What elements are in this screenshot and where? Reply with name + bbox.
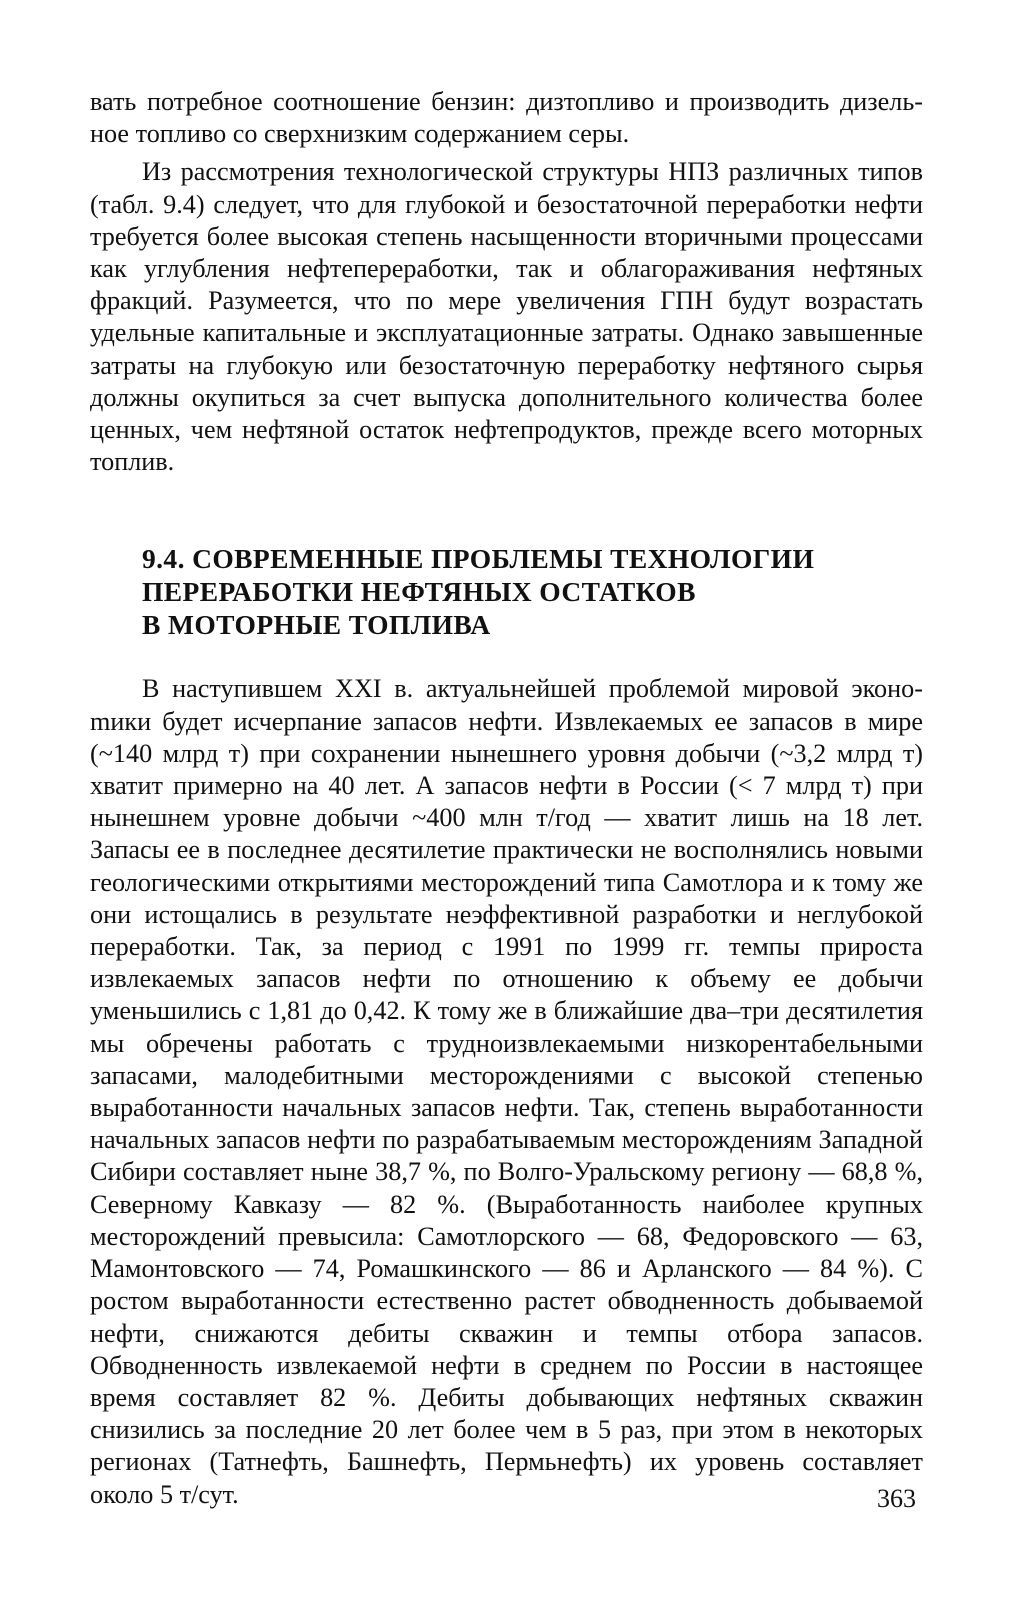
paragraph-oil-reserves: В наступившем XXI в. актуальнейшей проблемой мировой эконоmики будет исчерпание запасов нефти. Извлекаемых ее запасов в мире (~140 млрд т) при сохранении нынешнего уровня добычи (~3,2 млрд т) хватит примерно на 40 лет. А запасов нефти в России (< 7 млрд т) при нынешнем уровне добычи ~400 млн т/год — хватит лишь на 18 лет. Запасы ее в последнее десятилетие практически не восполнялись новыми геологическими открытиями месторождений типа Самотлора и к тому же они истощались в результате неэффективной разработки и неглубокой переработки. Так, за период с 1991 по 1999 гг. темпы прироста извлекаемых запасов нефти по отношению к объему ее добычи уменьшились с 1,81 до 0,42. К тому же в ближайшие два–три десятилетия мы обречены работать с трудноизвлекаемыми низкорентабельными запасами, малодебитными месторождениями с высокой степенью выработанности начальных запасов нефти. Так, степень выработанности начальных запасов нефти по разрабатываемым месторождениям Западной Сибири составляет ныне 38,7 %, по Волго-Уральскому региону — 68,8 %, Северному Кавказу — 82 %. (Выработанность наиболее крупных месторождений превысила: Самотлорского — 68, Федоровского — 63, Мамонтовского — 74, Ромашкинского — 86 и Арланского — 84 %). С ростом выработанности естественно растет обводненность добываемой нефти, снижаются дебиты скважин и темпы отбора запасов. Обводненность извлекаемой нефти в среднем по России в настоящее время составляет 82 %. Дебиты добывающих нефтяных скважин снизились за последние 20 лет более чем в 5 раз, при этом в некоторых регионах (Татнефть, Башнефть, Пермьнефть) их уровень составляет около 5 т/сут.: [90, 674, 923, 1509]
section-heading-line-1: 9.4. СОВРЕМЕННЫЕ ПРОБЛЕМЫ ТЕХНОЛОГИИ: [142, 543, 815, 575]
section-heading: [142, 542, 923, 641]
paragraph-refinery-structure: Из рассмотрения технологической структуры НПЗ различных типов (табл. 9.4) следует, что для глубокой и безостаточной переработки нефти требуется более высокая степень насыщенности вторичными процессами как углубления нефтепереработки, так и облагораживания нефтяных фракций. Разумеется, что по мере увеличения ГПН будут возрастать удельные капитальные и эксплуатационные затраты. Однако завышенные затраты на глубокую или безостаточную переработку нефтяного сырья должны окупиться за счет выпуска дополнительного количества более ценных, чем нефтяной остаток нефтепродуктов, прежде всего моторных топлив.: [90, 157, 923, 477]
section-heading-line-3: В МОТОРНЫЕ ТОПЛИВА: [142, 609, 491, 641]
paragraph-continuation: вать потребное соотношение бензин: дизтопливо и производить дизельное топливо со сверхнизким содержанием серы.: [90, 87, 923, 149]
page-number: 363: [877, 1484, 916, 1513]
section-heading-line-2: ПЕРЕРАБОТКИ НЕФТЯНЫХ ОСТАТКОВ: [142, 576, 696, 608]
